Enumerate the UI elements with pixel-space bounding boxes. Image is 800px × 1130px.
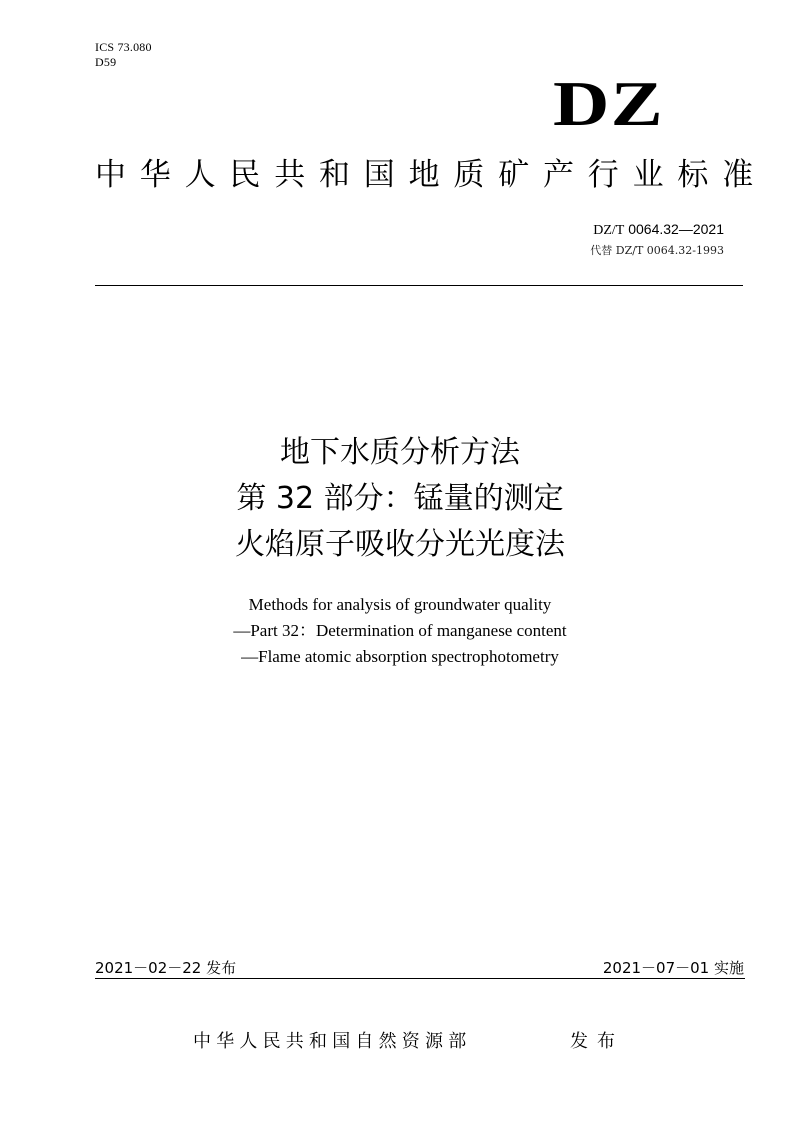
ccs-code: D59 [95,55,117,69]
issuing-authority: 中华人民共和国自然资源部 [193,1031,472,1052]
standard-number-prefix: DZ/T [593,223,625,238]
standard-number [593,220,724,240]
standard-number-value: 0064.32—2021 [628,221,724,237]
classification-codes [95,40,152,70]
release-date: 2021－02－22 发布 [95,959,237,977]
standard-category: 中华人民共和国地质矿产行业标准 [95,157,767,193]
dz-logo: DZ [553,68,664,139]
issue-label: 发布 [570,1031,624,1052]
english-title-line-2: —Part 32：Determination of manganese content [233,621,567,640]
footer-divider [95,978,745,979]
english-title-line-3: —Flame atomic absorption spectrophotometry [241,647,559,666]
chinese-title [0,430,800,568]
header-divider [95,285,743,286]
ics-code: ICS 73.080 [95,40,152,54]
english-title-line-1: Methods for analysis of groundwater quality [248,595,552,614]
chinese-title-line-2: 第 32 部分：锰量的测定 [236,481,564,516]
english-title [0,592,800,670]
implementation-date: 2021－07－01 实施 [602,959,744,977]
replaces-standard: 代替 DZ/T 0064.32-1993 [590,244,724,257]
chinese-title-line-1: 地下水质分析方法 [280,435,520,470]
chinese-title-line-3: 火焰原子吸收分光光度法 [235,527,565,562]
